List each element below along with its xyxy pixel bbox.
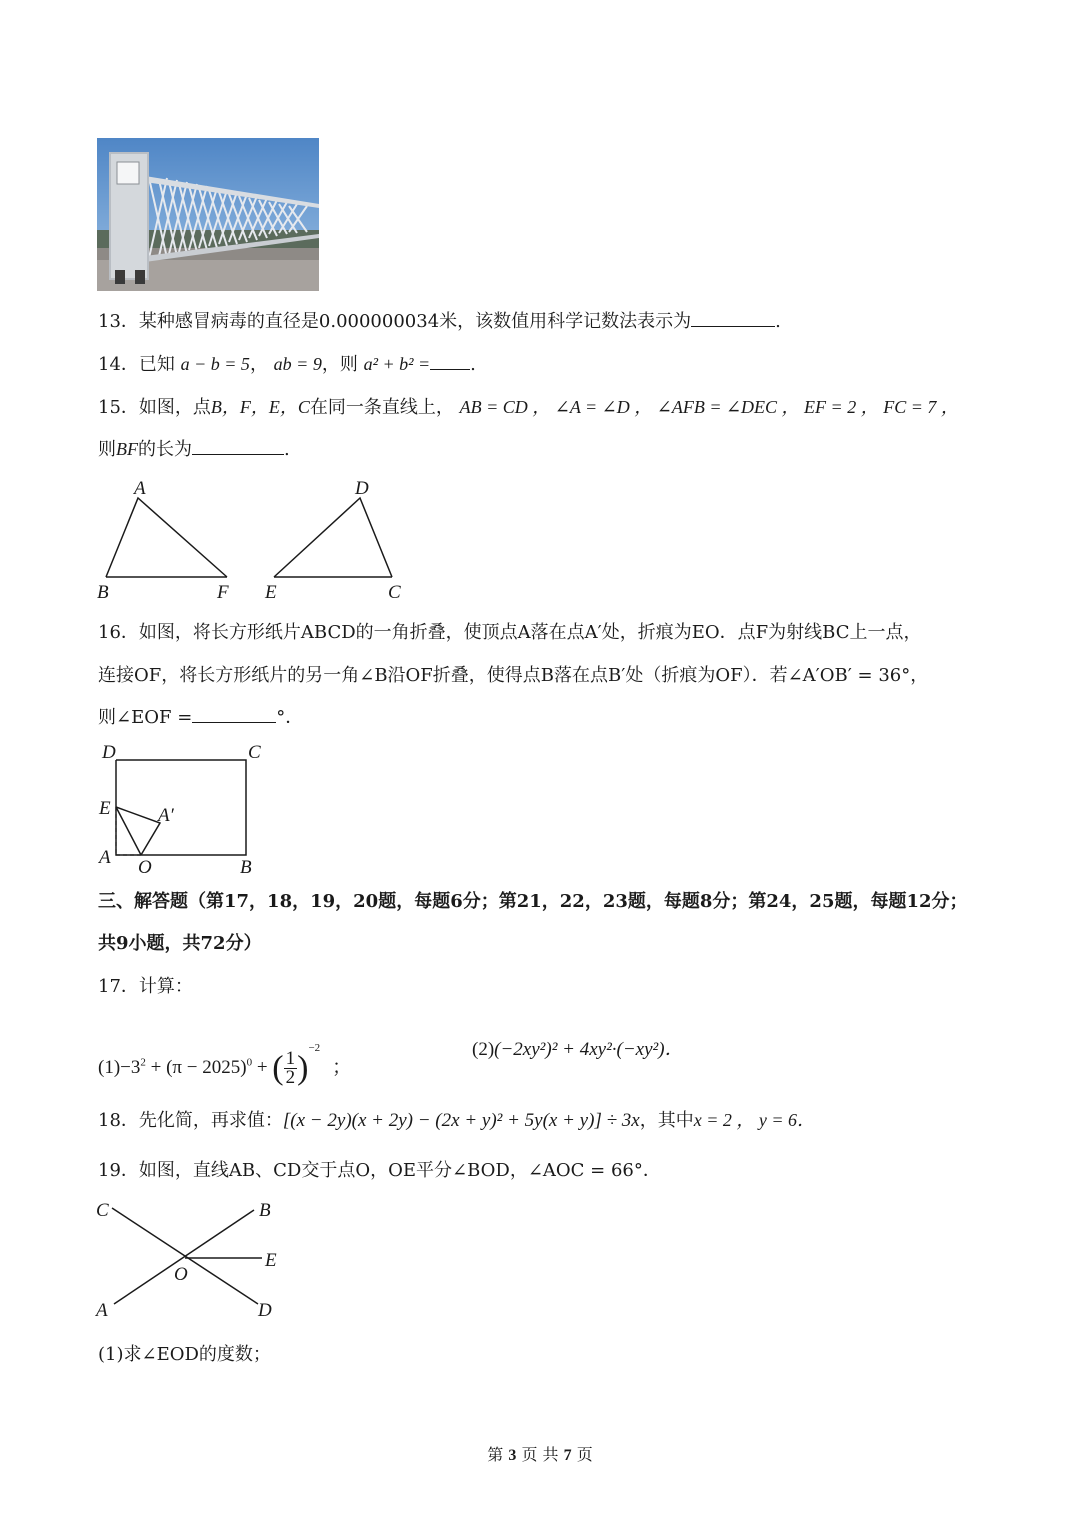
figure-19 [92, 1194, 292, 1326]
label-c: C [248, 742, 261, 763]
label-a: A [96, 1300, 108, 1321]
question-17-part-2: (2)(−2xy²)² + 4xy²·(−xy²)． [472, 1039, 684, 1060]
question-13: 13．某种感冒病毒的直径是0.000000034米，该数值用科学记数法表示为 . [98, 311, 781, 332]
label-o: O [174, 1264, 188, 1285]
label-c: C [388, 582, 401, 603]
question-14: 14．已知 a − b = 5， ab = 9，则 a² + b² = . [98, 354, 476, 375]
label-b: B [240, 857, 252, 878]
label-d: D [258, 1300, 272, 1321]
answer-blank[interactable] [192, 708, 276, 723]
label-b: B [97, 582, 109, 603]
answer-blank[interactable] [691, 312, 775, 327]
label-e: E [265, 582, 277, 603]
label-a-prime: A′ [158, 805, 174, 826]
question-19-part-1: (1)求∠EOD的度数； [98, 1344, 271, 1365]
label-d: D [102, 742, 116, 763]
figure-15 [92, 472, 422, 607]
section-3-heading-cont: 共9小题，共72分） [98, 933, 262, 954]
figure-16 [94, 738, 274, 878]
question-15-line-1: 15．如图，点B，F，E，C在同一条直线上， AB = CD ， ∠A = ∠D ， ∠AFB = ∠DEC ， EF = 2 ， FC = 7 ， [98, 397, 959, 418]
question-16-line-2: 连接OF，将长方形纸片的另一角∠B沿OF折叠，使得点B落在点B′处（折痕为OF）．若∠A′OB′ = 36°， [98, 665, 929, 686]
label-e: E [99, 798, 111, 819]
question-17-title: 17．计算： [98, 976, 193, 997]
question-17-part-1: $(1)-3^2 + (\pi - 2025)^0$ + ( $\frac{1}{2}$ )$^{-2}$； [98, 1042, 352, 1089]
section-3-heading: 三、解答题（第17，18，19，20题，每题6分；第21，22，23题，每题8分；第24，25题，每题12分； [98, 891, 968, 912]
answer-blank[interactable] [430, 355, 470, 370]
label-o: O [138, 857, 152, 878]
label-d: D [355, 478, 369, 499]
question-16-line-3: 则∠EOF = °． [98, 707, 304, 728]
question-15-line-2: 则BF的长为 . [98, 439, 290, 460]
label-b: B [259, 1200, 271, 1221]
gate-photo [97, 138, 319, 291]
question-18: 18．先化简，再求值：[(x − 2y)(x + 2y) − (2x + y)² + 5y(x + y)] ÷ 3x，其中x = 2 ， y = 6． [98, 1110, 815, 1131]
label-a: A [99, 847, 111, 868]
question-16-line-1: 16．如图，将长方形纸片ABCD的一角折叠，使顶点A落在点A′处，折痕为EO．点F为射线BC上一点， [98, 622, 922, 643]
label-a: A [134, 478, 146, 499]
label-f: F [217, 582, 229, 603]
question-19: 19．如图，直线AB、CD交于点O，OE平分∠BOD，∠AOC = 66°． [98, 1160, 661, 1181]
label-e: E [265, 1250, 277, 1271]
page-footer: 第 3 页 共 7 页 [487, 1445, 593, 1464]
answer-blank[interactable] [192, 440, 284, 455]
label-c: C [96, 1200, 109, 1221]
